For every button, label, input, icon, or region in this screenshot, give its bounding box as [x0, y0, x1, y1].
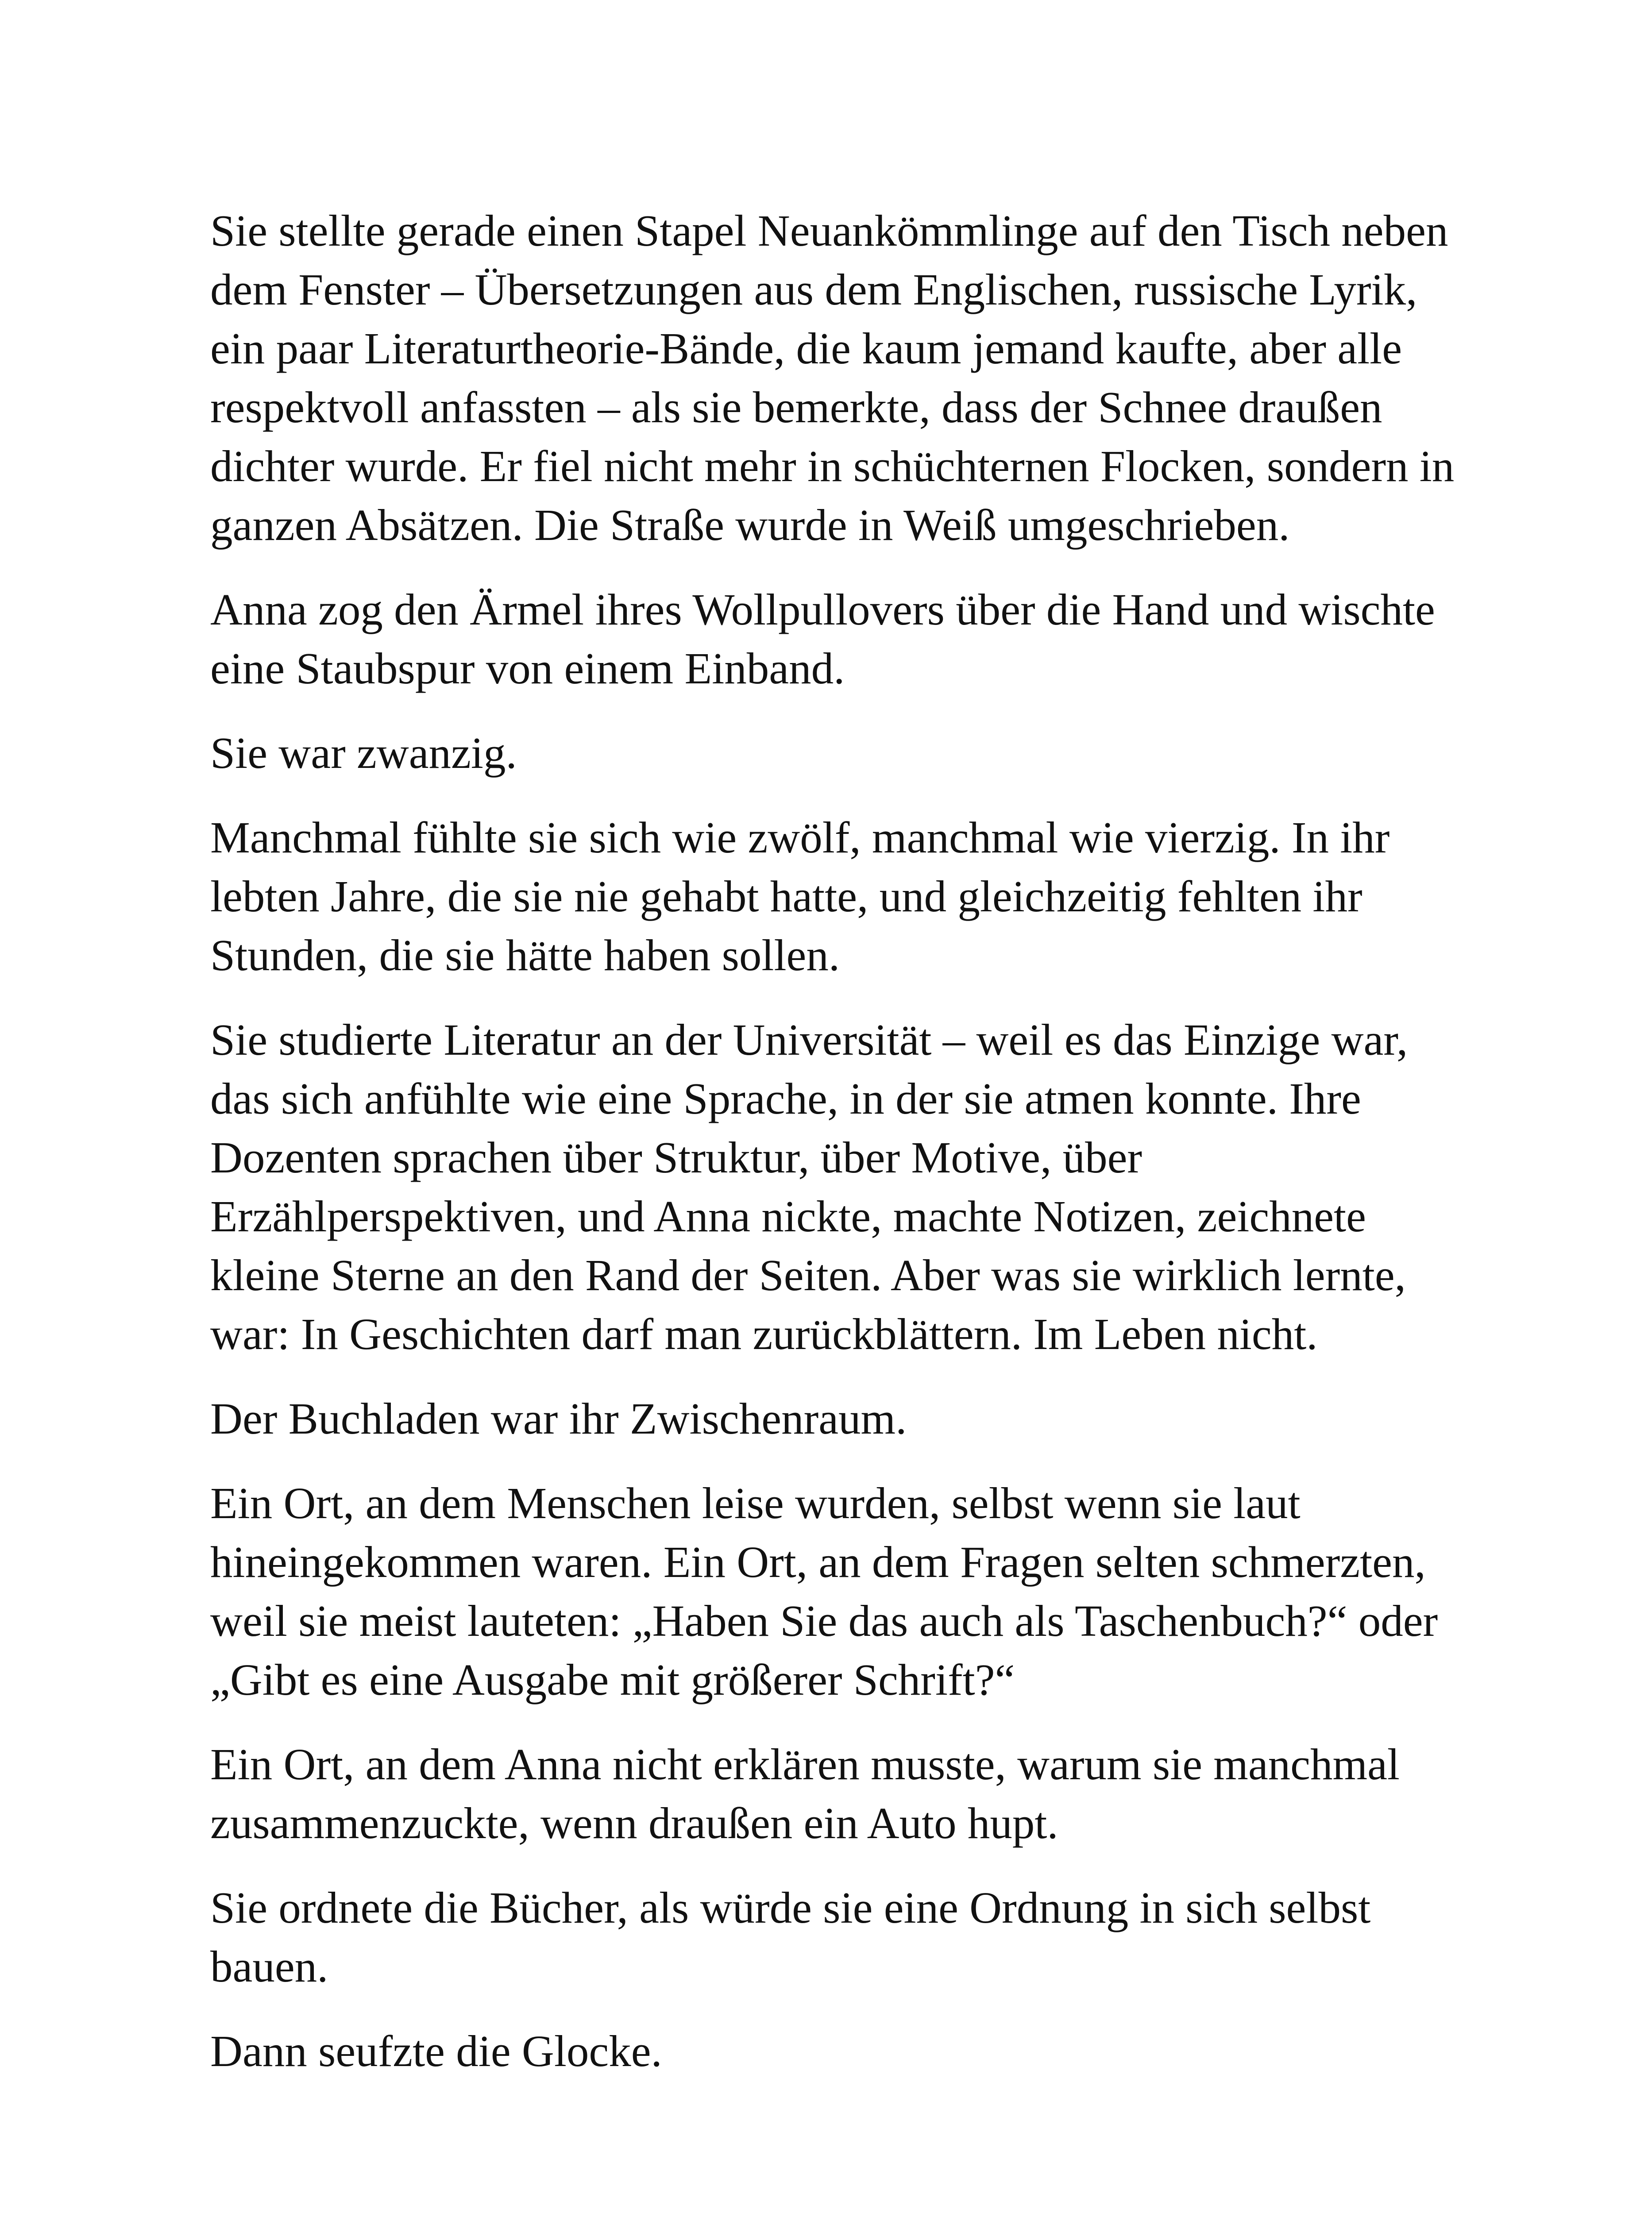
paragraph: Sie war zwanzig.	[210, 728, 517, 778]
paragraph: Dann seufzte die Glocke.	[210, 2026, 662, 2076]
paragraph: Sie studierte Literatur an der Universität – weil es das Einzige war, das sich anfühlte wie eine Sprache, in der sie atmen konnte. Ihre Dozenten sprachen über Struktur, über Motive, über Erzählperspektiven, und Anna nickte, machte Notizen, zeichnete kleine Sterne an den Rand der Seiten. Aber was sie wirklich lernte, war: In Geschichten darf man zurückblättern. Im Leben nicht.	[210, 1015, 1408, 1359]
paragraph: Sie stellte gerade einen Stapel Neuankömmlinge auf den Tisch neben dem Fenster – Übersetzungen aus dem Englischen, russische Lyrik, ein paar Literaturtheorie-Bände, die kaum jemand kaufte, aber alle respektvoll anfassten – als sie bemerkte, dass der Schnee draußen dichter wurde. Er fiel nicht mehr in schüchternen Flocken, sondern in ganzen Absätzen. Die Straße wurde in Weiß umgeschrieben.	[210, 206, 1455, 550]
paragraph: Der Buchladen war ihr Zwischenraum.	[210, 1394, 907, 1443]
paragraph: Manchmal fühlte sie sich wie zwölf, manchmal wie vierzig. In ihr lebten Jahre, die sie nie gehabt hatte, und gleichzeitig fehlten ihr Stunden, die sie hätte haben sollen.	[210, 813, 1390, 980]
paragraph: Ein Ort, an dem Anna nicht erklären musste, warum sie manchmal zusammenzuckte, wenn draußen ein Auto hupt.	[210, 1739, 1400, 1848]
paragraph: Ein Ort, an dem Menschen leise wurden, selbst wenn sie laut hineingekommen waren. Ein Ort, an dem Fragen selten schmerzten, weil sie meist lauteten: „Haben Sie das auch als Taschenbuch?“ oder „Gibt es eine Ausgabe mit größerer Schrift?“	[210, 1478, 1438, 1704]
paragraph: Sie ordnete die Bücher, als würde sie eine Ordnung in sich selbst bauen.	[210, 1883, 1371, 1991]
body-text	[210, 201, 1476, 2106]
paragraph: Anna zog den Ärmel ihres Wollpullovers über die Hand und wischte eine Staubspur von einem Einband.	[210, 585, 1435, 693]
